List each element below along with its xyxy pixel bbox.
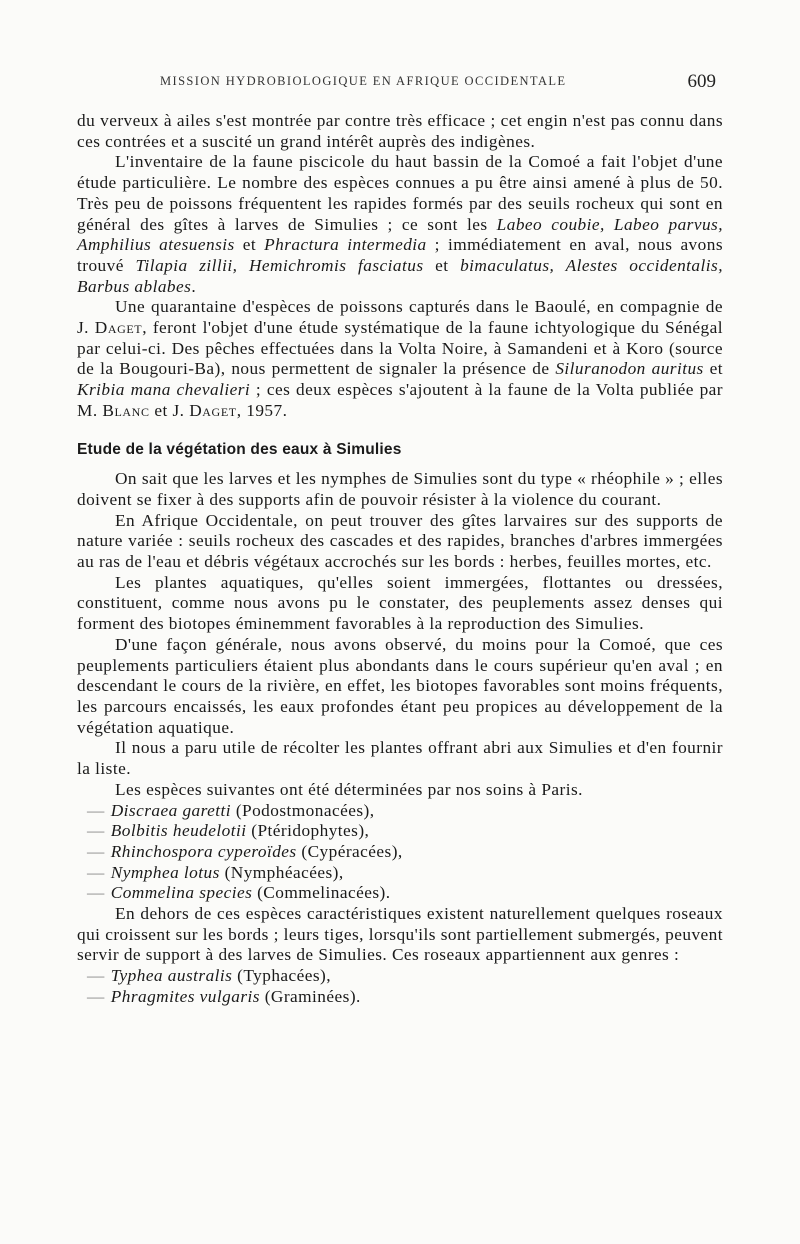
list-item: — Nymphea lotus (Nymphéacées),: [87, 862, 344, 882]
page-number: 609: [687, 71, 716, 92]
author-name: Blanc: [102, 400, 150, 420]
list-item: — Commelina species (Commelinacées).: [87, 883, 391, 903]
list-item: — Rhinchospora cyperoïdes (Cypéracées),: [87, 841, 403, 861]
paragraph: du verveux à ailes s'est montrée par contre très efficace ; cet engin n'est pas connu dans ces contrées et a suscité un grand intérêt auprès des indigènes.: [77, 111, 723, 151]
author-name: Daget: [94, 318, 143, 338]
author-name: Daget: [189, 400, 237, 420]
species-name: bimaculatus, Alestes occidentalis, Barbus ablabes: [77, 255, 723, 296]
page-header: [0, 71, 800, 94]
paragraph: En Afrique Occidentale, on peut trouver des gîtes larvaires sur des supports de nature variée : seuils rocheux des cascades et des rapides, branches d'arbres immergées au ras de l'eau et débris végétaux accrochés sur les bords : herbes, feuilles mortes, etc.: [77, 510, 723, 572]
genus-list: [77, 966, 723, 1007]
list-item: — Bolbitis heudelotii (Ptéridophytes),: [87, 821, 370, 841]
section-heading: Etude de la végétation des eaux à Simulies: [77, 440, 402, 458]
dash: —: [87, 986, 105, 1006]
paragraph: En dehors de ces espèces caractéristiques existent naturellement quelques roseaux qui croissent sur les bords ; leurs tiges, lorsqu'ils sont partiellement submergés, peuvent servir de support à des larves de Simulies. Ces roseaux appartiennent aux genres :: [77, 904, 723, 965]
species-name: Phractura intermedia: [264, 235, 427, 255]
species-name: Commelina species: [110, 883, 253, 903]
species-name: Labeo coubie, Labeo parvus, Amphilius atesuensis: [77, 214, 723, 255]
species-name: Bolbitis heudelotii: [110, 821, 247, 841]
paragraph: Une quarantaine d'espèces de poissons capturés dans le Baoulé, en compagnie de J. Daget, feront l'objet d'une étude systématique de la faune ichtyologique du Sénégal par celui-ci. Des pêches effectuées dans la Volta Noire, à Samandeni et à Koro (source de la Bougouri-Ba), nous permettent de signaler la présence de Siluranodon auritus et Kribia mana chevalieri ; ces deux espèces s'ajoutent à la faune de la Volta publiée par M. Blanc et J. Daget, 1957.: [77, 297, 724, 420]
dash: —: [87, 800, 105, 820]
species-name: Kribia mana chevalieri: [77, 380, 251, 400]
species-list: [77, 801, 723, 905]
species-name: Tilapia zillii, Hemichromis fasciatus: [135, 255, 424, 275]
paragraph: Les espèces suivantes ont été déterminées par nos soins à Paris.: [115, 779, 583, 799]
paragraph: D'une façon générale, nous avons observé, du moins pour la Comoé, que ces peuplements particuliers étaient plus abondants dans le cours supérieur qu'en aval ; en descendant le cours de la rivière, en effet, les biotopes favorables sont moins fréquents, les parcours encaissés, les eaux profondes étant peu propices au développement de la végétation aquatique.: [77, 634, 723, 737]
species-name: Rhinchospora cyperoïdes: [110, 841, 297, 861]
list-item: — Typhea australis (Typhacées),: [87, 966, 332, 986]
dash: —: [87, 821, 105, 841]
list-item: — Phragmites vulgaris (Graminées).: [87, 986, 361, 1006]
species-name: Nymphea lotus: [110, 862, 220, 882]
species-name: Discraea garetti: [110, 800, 232, 820]
species-name: Typhea australis: [110, 966, 233, 986]
paragraph: On sait que les larves et les nymphes de Simulies sont du type « rhéophile » ; elles doivent se fixer à des supports afin de pouvoir résister à la violence du courant.: [77, 469, 723, 509]
dash: —: [87, 966, 105, 986]
paragraph: Les plantes aquatiques, qu'elles soient immergées, flottantes ou dressées, constituent, comme nous avons pu le constater, des peuplements assez denses qui forment des biotopes éminemment favorables à la reproduction des Simulies.: [77, 572, 723, 634]
list-item: — Discraea garetti (Podostmonacées),: [87, 800, 375, 820]
species-name: Siluranodon auritus: [555, 359, 704, 379]
paragraph: Il nous a paru utile de récolter les plantes offrant abri aux Simulies et d'en fournir la liste.: [77, 738, 723, 779]
paragraph: L'inventaire de la faune piscicole du haut bassin de la Comoé a fait l'objet d'une étude particulière. Le nombre des espèces connues a pu être ainsi amené à plus de 50. Très peu de poissons fréquentent les rapides formés par des seuils rocheux qui sont en général des gîtes à larves de Simulies ; ce sont les Labeo coubie, Labeo parvus, Amphilius atesuensis et Phractura intermedia ; immédiatement en aval, nous avons trouvé Tilapia zillii, Hemichromis fasciatus et bimaculatus, Alestes occidentalis, Barbus ablabes.: [77, 152, 724, 296]
dash: —: [87, 883, 105, 903]
species-name: Phragmites vulgaris: [110, 986, 260, 1006]
dash: —: [87, 862, 105, 882]
dash: —: [87, 841, 105, 861]
body-text: [77, 111, 723, 1008]
running-title: MISSION HYDROBIOLOGIQUE EN AFRIQUE OCCIDENTALE: [160, 74, 567, 88]
